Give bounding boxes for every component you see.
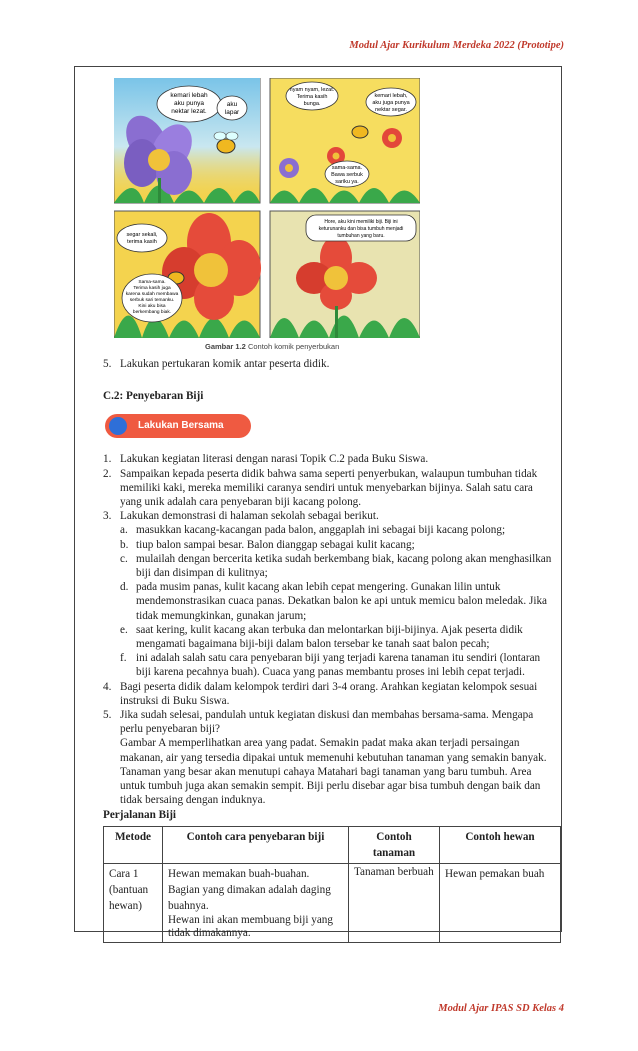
- bee-icon: [352, 126, 368, 138]
- comic-text: aku: [226, 101, 238, 108]
- comic-text: Sama-sama.: [138, 280, 166, 285]
- caption-text: Contoh komik penyerbukan: [247, 342, 340, 351]
- comic-text: Terima kasih: [296, 94, 328, 100]
- comic-text: Bawa serbuk: [331, 172, 363, 178]
- comic-text: nektar lezat.: [171, 108, 207, 115]
- list-item: [103, 467, 555, 510]
- sub-item-letter: d.: [120, 581, 129, 594]
- comic-text: aku juga punya: [372, 100, 410, 106]
- sub-item-letter: b.: [120, 538, 129, 551]
- cell-line: Hewan memakan buah-buahan. Bagian yang dimakan adalah daging buahnya.: [168, 867, 331, 912]
- sub-item-letter: c.: [120, 552, 128, 565]
- item-text: Lakukan kegiatan literasi dengan narasi Topik C.2 pada Buku Siswa.: [120, 453, 429, 466]
- item-text: Sampaikan kepada peserta didik bahwa sama seperti penyerbukan, walaupun tumbuhan tidak memiliki kaki, mereka memiliki caranya sendiri untuk menyebarkan bijinya. Salah satu cara yang unik adalah cara penyebaran biji kacang polong.: [120, 467, 538, 509]
- sub-item-letter: e.: [120, 623, 128, 636]
- comic-text: aku punya: [174, 100, 204, 107]
- activity-badge: [105, 414, 251, 438]
- comic-text: keturunanku dan bisa tumbuh menjadi: [318, 226, 404, 232]
- table-cell: [163, 863, 349, 942]
- sub-list-item: [103, 538, 555, 552]
- comic-text: lapar: [224, 109, 240, 116]
- comic-text: kemari lebah,: [374, 93, 408, 99]
- item-number: 5.: [103, 709, 112, 722]
- item-number: 2.: [103, 467, 112, 480]
- sub-list-item: [103, 523, 555, 537]
- table-header: Contoh hewan: [440, 826, 561, 863]
- sub-list-item: [103, 651, 555, 679]
- footer-title: Modul Ajar IPAS SD Kelas 4: [438, 1003, 564, 1014]
- comic-text: segar sekali,: [126, 232, 158, 238]
- comic-text: berkembang biak.: [132, 310, 172, 315]
- table-header: Contoh tanaman: [349, 826, 440, 863]
- item-text: Jika sudah selesai, pandulah untuk kegiatan diskusi dan membahas bersama-sama. Mengapa perlu penyebaran biji?: [120, 709, 534, 736]
- comic-text: terima kasih: [127, 239, 157, 245]
- caption-label: Gambar 1.2: [205, 342, 246, 351]
- people-icon: [109, 417, 127, 435]
- sub-list-item: [103, 552, 555, 580]
- table-row: [104, 863, 561, 942]
- item-text: Lakukan demonstrasi di halaman sekolah sebagai berikut.: [120, 510, 379, 523]
- figure-caption: [205, 342, 339, 351]
- sub-item-text: tiup balon sampai besar. Balon dianggap sebagai kulit kacang;: [136, 538, 415, 551]
- main-content: [103, 357, 555, 943]
- comic-text: Hore, aku kini memiliki biji. Biji ini: [324, 219, 398, 225]
- sub-item-text: saat kering, kulit kacang akan terbuka dan melontarkan biji-bijinya. Ajak peserta didik mengamati bagaimana biji-biji dalam balon tersebar ke tanah saat balon pecah;: [136, 623, 523, 651]
- sub-item-letter: a.: [120, 524, 128, 537]
- list-item: [103, 452, 555, 466]
- item-number: 5.: [103, 358, 112, 370]
- comic-svg: [114, 78, 420, 338]
- sub-list-item: [103, 623, 555, 651]
- cell-line: (bantuan: [109, 883, 149, 896]
- cell-line: hewan): [109, 899, 142, 912]
- list-item: [103, 357, 555, 371]
- sub-item-text: pada musim panas, kulit kacang akan lebih cepat mengering. Gunakan lilin untuk mendemonstrasikan cuaca panas. Dekatkan balon ke api untuk memicu balon meledak. Jika tidak memungkinkan, gunakan jarum;: [136, 581, 548, 622]
- explanation-paragraph: Gambar A memperlihatkan area yang padat. Semakin padat maka akan terjadi persaingan makanan, air yang tersedia dipakai untuk memenuhi kebutuhan tanaman yang semakin banyak. Tanaman yang besar akan menutupi cahaya Matahari bagi tanaman yang baru tumbuh. Area untuk tumbuh juga akan semakin sempit. Biji perlu disebar agar bisa tumbuh dengan baik dan tidak bersaing dengan induknya.: [120, 737, 547, 807]
- comic-text: nektar segar.: [375, 107, 407, 113]
- cell-line: Hewan ini akan membuang biji yang tidak dimakannya.: [168, 913, 333, 939]
- sub-item-text: mulailah dengan bercerita ketika sudah berkembang biak, kacang polong akan menghasilkan biji dan disimpan di kulitnya;: [136, 552, 552, 580]
- comic-text: sariku ya.: [335, 179, 359, 185]
- list-item: [103, 509, 555, 523]
- item-text: Lakukan pertukaran komik antar peserta didik.: [120, 358, 330, 370]
- badge-label: Lakukan Bersama: [138, 420, 224, 432]
- comic-text: kemari lebah: [170, 92, 208, 99]
- table-header-row: [104, 826, 561, 863]
- cell-line: Cara 1: [109, 867, 139, 880]
- comic-text: nyam nyam, lezat.: [289, 87, 335, 93]
- table-header: Contoh cara penyebaran biji: [163, 826, 349, 863]
- table-cell: Tanaman berbuah: [349, 863, 440, 942]
- table-header: Metode: [104, 826, 163, 863]
- comic-text: tumbuhan yang baru.: [337, 233, 385, 239]
- list-item: [103, 708, 555, 736]
- table-cell: Hewan pemakan buah: [440, 863, 561, 942]
- seed-dispersal-table: [103, 826, 561, 943]
- table-title: Perjalanan Biji: [103, 809, 177, 822]
- list-item: [103, 680, 555, 708]
- table-cell: [104, 863, 163, 942]
- sub-item-text: masukkan kacang-kacangan pada balon, anggaplah ini sebagai biji kacang polong;: [136, 524, 506, 537]
- item-text: Bagi peserta didik dalam kelompok terdiri dari 3-4 orang. Arahkan kegiatan kelompok sesuai instruksi di Buku Siswa.: [120, 680, 538, 707]
- item-number: 4.: [103, 680, 112, 693]
- comic-text: Kini aku bisa: [138, 304, 166, 309]
- header-title: Modul Ajar Kurikulum Merdeka 2022 (Prototipe): [349, 40, 564, 51]
- comic-text: serbuk sari temanku.: [129, 298, 175, 303]
- section-title: C.2: Penyebaran Biji: [103, 390, 204, 403]
- sub-item-text: ini adalah salah satu cara penyebaran biji yang terjadi karena tanaman itu sendiri (lontaran biji karena pecahnya buah). Cuaca yang panas membantu proses ini lebih cepat terjadi.: [136, 652, 541, 679]
- comic-illustration: [114, 78, 420, 338]
- comic-text: karena sudah membawa: [125, 292, 179, 297]
- comic-text: Terima kasih juga: [133, 286, 171, 291]
- sub-list-item: [103, 580, 555, 623]
- item-number: 1.: [103, 453, 112, 466]
- comic-text: sama-sama.: [331, 165, 363, 171]
- comic-text: bunga.: [303, 101, 321, 107]
- item-number: 3.: [103, 510, 112, 523]
- sub-item-letter: f.: [120, 652, 127, 665]
